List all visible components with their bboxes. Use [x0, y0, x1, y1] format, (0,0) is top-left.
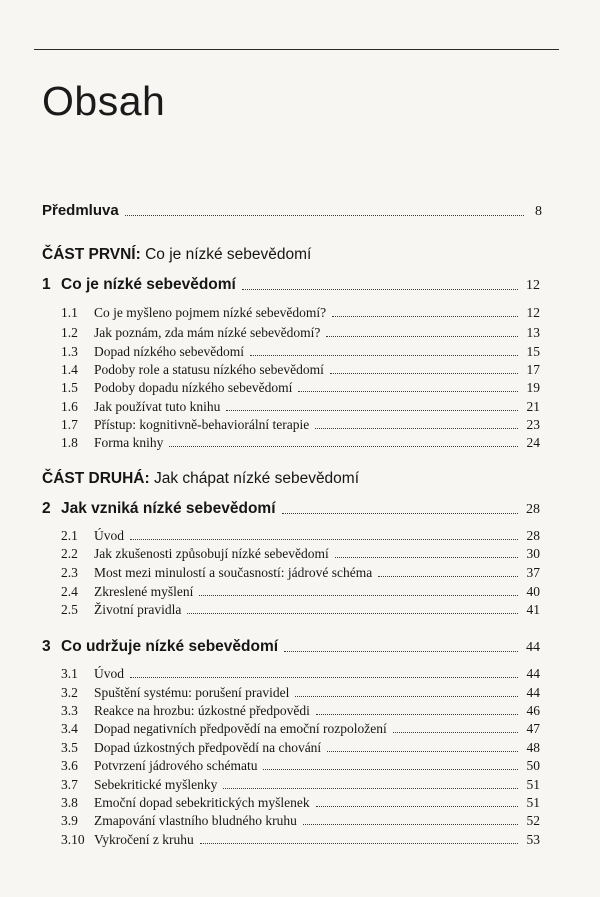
entry-title: Zkreslené myšlení	[94, 584, 194, 599]
page-number: 12	[526, 278, 540, 293]
part-title: Jak chápat nízké sebevědomí	[153, 470, 360, 487]
dot-leader	[284, 651, 518, 652]
dot-leader	[223, 788, 518, 789]
entry-number: 1.3	[61, 344, 78, 359]
entry-number: 1.5	[61, 380, 78, 395]
part-heading	[42, 470, 359, 488]
page-number: 47	[526, 721, 540, 736]
dot-leader	[125, 215, 524, 216]
section-entry[interactable]	[61, 758, 540, 774]
entry-number: 3.2	[61, 685, 78, 700]
entry-number: 1.2	[61, 325, 78, 340]
dot-leader	[315, 428, 518, 429]
dot-leader	[169, 446, 518, 447]
dot-leader	[130, 539, 518, 540]
section-entry[interactable]	[61, 813, 540, 829]
section-entry[interactable]	[61, 666, 540, 682]
page-number: 52	[526, 813, 540, 828]
entry-number: 3.4	[61, 721, 78, 736]
dot-leader	[330, 373, 518, 374]
page-number: 23	[526, 417, 540, 432]
entry-title: Přístup: kognitivně-behaviorální terapie	[94, 417, 310, 432]
entry-title: Jak vzniká nízké sebevědomí	[61, 500, 276, 517]
section-entry[interactable]	[61, 777, 540, 793]
dot-leader	[303, 824, 518, 825]
section-entry[interactable]	[61, 417, 540, 433]
page-number: 48	[526, 740, 540, 755]
entry-number: 3.8	[61, 795, 78, 810]
section-entry[interactable]	[61, 380, 540, 396]
chapter-entry[interactable]	[42, 500, 540, 518]
part-heading	[42, 246, 311, 264]
page-number: 24	[526, 435, 540, 450]
page-number: 13	[526, 325, 540, 340]
page-number: 28	[526, 528, 540, 543]
entry-number: 3.10	[61, 832, 85, 847]
dot-leader	[226, 410, 518, 411]
section-entry[interactable]	[61, 795, 540, 811]
entry-title: Jak používat tuto knihu	[94, 399, 221, 414]
dot-leader	[332, 316, 518, 317]
page-number: 46	[526, 703, 540, 718]
entry-title: Co je myšleno pojmem nízké sebevědomí?	[94, 305, 327, 320]
section-entry[interactable]	[61, 528, 540, 544]
entry-number: 1.7	[61, 417, 78, 432]
page-number: 28	[526, 502, 540, 517]
dot-leader	[316, 714, 518, 715]
entry-title: Sebekritické myšlenky	[94, 777, 218, 792]
entry-title: Co udržuje nízké sebevědomí	[61, 638, 279, 655]
section-entry[interactable]	[61, 584, 540, 600]
page-number: 8	[535, 204, 542, 219]
entry-title: Dopad negativních předpovědí na emoční rozpoložení	[94, 721, 387, 736]
entry-title: Zmapování vlastního bludného kruhu	[94, 813, 297, 828]
dot-leader	[263, 769, 518, 770]
entry-number: 2.4	[61, 584, 78, 599]
entry-title: Dopad nízkého sebevědomí	[94, 344, 244, 359]
entry-number: 1.4	[61, 362, 78, 377]
chapter-entry[interactable]	[42, 276, 540, 294]
dot-leader	[295, 696, 518, 697]
section-entry[interactable]	[61, 362, 540, 378]
entry-number: 3.9	[61, 813, 78, 828]
page-number: 53	[526, 832, 540, 847]
page-number: 30	[526, 546, 540, 561]
dot-leader	[393, 732, 518, 733]
entry-title: Podoby role a statusu nízkého sebevědomí	[94, 362, 324, 377]
dot-leader	[187, 613, 518, 614]
entry-title: Úvod	[94, 528, 124, 543]
dot-leader	[199, 595, 518, 596]
page-number: 50	[526, 758, 540, 773]
entry-title: Úvod	[94, 666, 124, 681]
section-entry[interactable]	[61, 832, 540, 848]
section-entry[interactable]	[61, 344, 540, 360]
entry-title: Most mezi minulostí a současností: jádrové schéma	[94, 565, 373, 580]
entry-title: Dopad úzkostných předpovědí na chování	[94, 740, 322, 755]
page-number: 40	[526, 584, 540, 599]
page-number: 51	[526, 795, 540, 810]
entry-number: 1.6	[61, 399, 78, 414]
dot-leader	[250, 355, 518, 356]
entry-title: Forma knihy	[94, 435, 164, 450]
section-entry[interactable]	[61, 565, 540, 581]
part-prefix: ČÁST DRUHÁ:	[42, 470, 150, 487]
section-entry[interactable]	[61, 740, 540, 756]
dot-leader	[326, 336, 518, 337]
entry-number: 2.2	[61, 546, 78, 561]
entry-title: Předmluva	[42, 202, 119, 219]
page-number: 41	[526, 602, 540, 617]
page-number: 21	[526, 399, 540, 414]
entry-title: Jak zkušenosti způsobují nízké sebevědomí	[94, 546, 329, 561]
dot-leader	[282, 513, 518, 514]
part-title: Co je nízké sebevědomí	[145, 246, 312, 263]
entry-number: 3.7	[61, 777, 78, 792]
section-entry[interactable]	[61, 602, 540, 618]
dot-leader	[378, 576, 518, 577]
page-number: 12	[526, 305, 540, 320]
entry-title: Emoční dopad sebekritických myšlenek	[94, 795, 310, 810]
section-entry[interactable]	[61, 703, 540, 719]
entry-number: 3.1	[61, 666, 78, 681]
section-entry[interactable]	[61, 435, 540, 451]
entry-number: 1	[42, 276, 51, 293]
page-number: 44	[526, 685, 540, 700]
dot-leader	[316, 806, 518, 807]
entry-number: 3.5	[61, 740, 78, 755]
entry-title: Reakce na hrozbu: úzkostné předpovědi	[94, 703, 310, 718]
dot-leader	[130, 677, 518, 678]
dot-leader	[335, 557, 518, 558]
page-number: 44	[526, 666, 540, 681]
entry-number: 2.3	[61, 565, 78, 580]
entry-title: Potvrzení jádrového schématu	[94, 758, 258, 773]
page-title: Obsah	[42, 78, 166, 124]
section-entry[interactable]	[61, 685, 540, 701]
page-number: 19	[526, 380, 540, 395]
entry-title: Vykročení z kruhu	[94, 832, 194, 847]
page-number: 44	[526, 640, 540, 655]
entry-title: Co je nízké sebevědomí	[61, 276, 236, 293]
page-number: 51	[526, 777, 540, 792]
entry-number: 2.1	[61, 528, 78, 543]
entry-number: 2	[42, 500, 51, 517]
dot-leader	[242, 289, 518, 290]
entry-title: Podoby dopadu nízkého sebevědomí	[94, 380, 293, 395]
chapter-entry[interactable]	[42, 638, 540, 656]
entry-number: 3	[42, 638, 51, 655]
part-prefix: ČÁST PRVNÍ:	[42, 246, 141, 263]
section-entry[interactable]	[61, 546, 540, 562]
page-number: 15	[526, 344, 540, 359]
entry-number: 3.3	[61, 703, 78, 718]
dot-leader	[200, 843, 518, 844]
page-number: 37	[526, 565, 540, 580]
entry-number: 2.5	[61, 602, 78, 617]
section-entry[interactable]	[61, 305, 540, 321]
preface-entry[interactable]	[42, 202, 542, 220]
dot-leader	[298, 391, 518, 392]
entry-title: Jak poznám, zda mám nízké sebevědomí?	[94, 325, 321, 340]
entry-number: 1.1	[61, 305, 78, 320]
page-number: 17	[526, 362, 540, 377]
entry-title: Životní pravidla	[94, 602, 182, 617]
entry-number: 1.8	[61, 435, 78, 450]
entry-number: 3.6	[61, 758, 78, 773]
section-entry[interactable]	[61, 325, 540, 341]
section-entry[interactable]	[61, 399, 540, 415]
dot-leader	[327, 751, 518, 752]
entry-title: Spuštění systému: porušení pravidel	[94, 685, 290, 700]
section-entry[interactable]	[61, 721, 540, 737]
